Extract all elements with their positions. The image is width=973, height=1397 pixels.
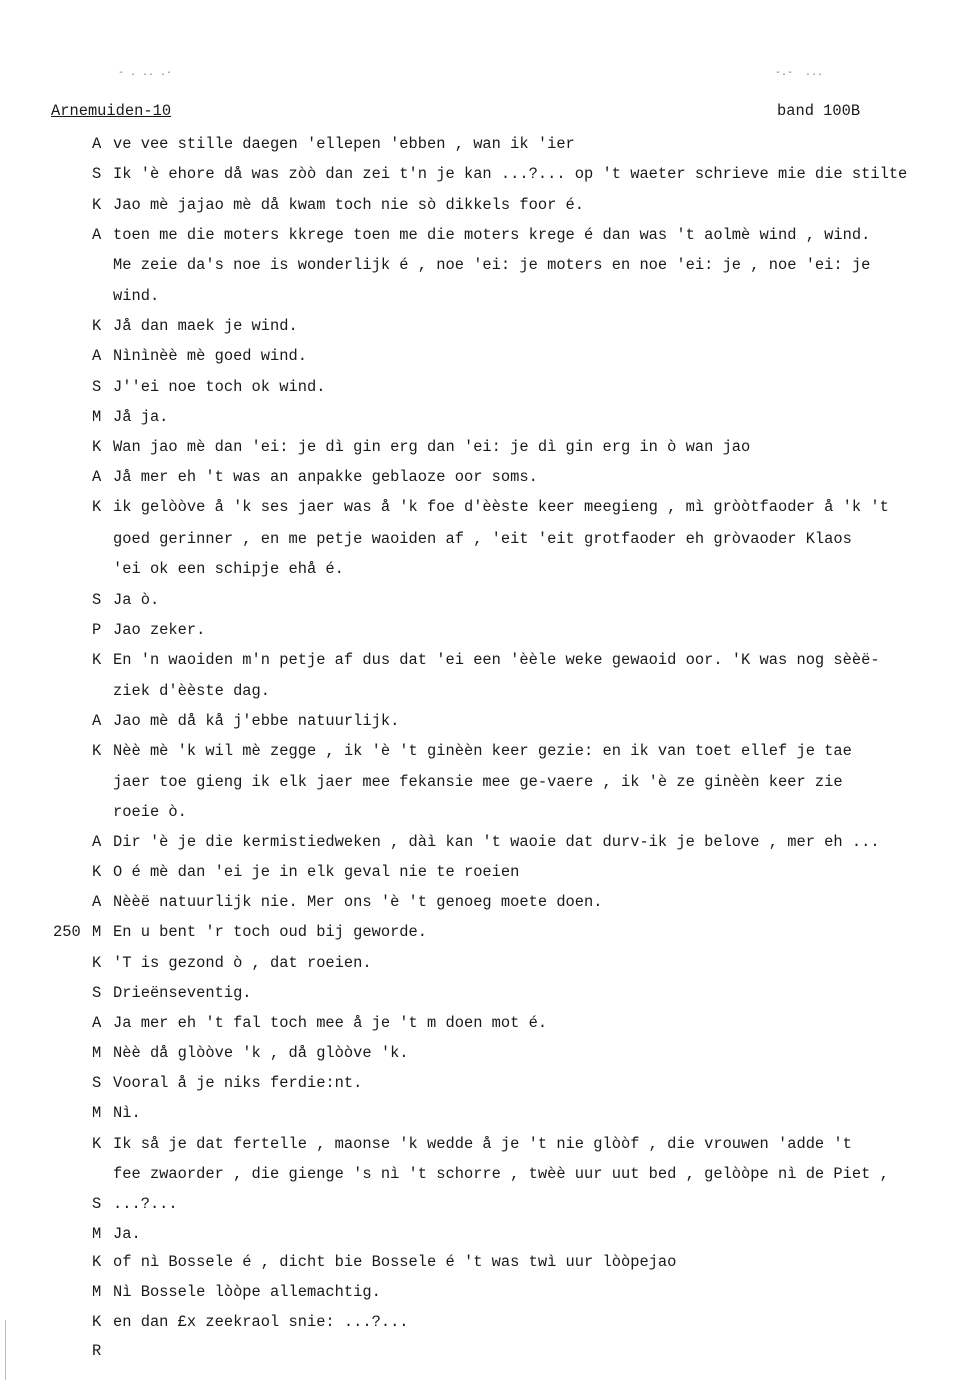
transcript-line: [0, 771, 973, 793]
utterance-text: J''ei noe toch ok wind.: [113, 378, 326, 396]
speaker-label: S: [92, 984, 102, 1002]
speaker-label: K: [92, 438, 102, 456]
utterance-text: Nì Bossele lòòpe allemachtig.: [113, 1283, 381, 1301]
speaker-label: A: [92, 712, 102, 730]
utterance-text: ...?...: [113, 1195, 178, 1213]
speaker-label: P: [92, 621, 102, 639]
transcript-line: [0, 133, 973, 155]
transcript-line: [0, 466, 973, 488]
utterance-text: Ja ò.: [113, 591, 160, 609]
speaker-label: S: [92, 1074, 102, 1092]
utterance-text: Ik 'è ehore då was zòò dan zei t'n je kan ...?... op 't waeter schrieve mie die stilte: [113, 165, 908, 183]
transcript-line: [0, 1311, 973, 1333]
transcript-line: [0, 254, 973, 276]
utterance-text: of nì Bossele é , dicht bie Bossele é 't was twì uur lòòpejao: [113, 1253, 677, 1271]
utterance-text: Ja mer eh 't fal toch mee å je 't m doen mot é.: [113, 1014, 548, 1032]
utterance-text: Jå dan maek je wind.: [113, 317, 298, 335]
transcript-line: [0, 315, 973, 337]
transcript-line: [0, 1251, 973, 1273]
transcript-line: [0, 528, 973, 550]
speaker-label: K: [92, 1253, 102, 1271]
utterance-continuation: roeie ò.: [113, 803, 187, 821]
speaker-label: A: [92, 226, 102, 244]
utterance-text: Jao mè då kå j'ebbe natuurlijk.: [113, 712, 400, 730]
transcript-line: [0, 649, 973, 671]
speaker-label: S: [92, 165, 102, 183]
utterance-text: Drieënseventig.: [113, 984, 252, 1002]
speaker-label: S: [92, 378, 102, 396]
utterance-text: Nèè då glòòve 'k , då glòòve 'k.: [113, 1044, 409, 1062]
transcript-line: [0, 1340, 973, 1362]
speaker-label: K: [92, 317, 102, 335]
transcript-line: [0, 801, 973, 823]
utterance-text: en dan £x zeekraol snie: ...?...: [113, 1313, 409, 1331]
speaker-label: A: [92, 893, 102, 911]
speaker-label: A: [92, 468, 102, 486]
utterance-text: 'T is gezond ò , dat roeien.: [113, 954, 372, 972]
transcript-line: [0, 1163, 973, 1185]
transcript-line: [0, 710, 973, 732]
transcript-line: [0, 589, 973, 611]
speaker-label: A: [92, 347, 102, 365]
utterance-text: Nèèë natuurlijk nie. Mer ons 'è 't genoeg moete doen.: [113, 893, 603, 911]
transcript-line: [0, 436, 973, 458]
transcript-line: [0, 285, 973, 307]
transcript-line: [0, 1072, 973, 1094]
transcript-line: [0, 831, 973, 853]
speaker-label: A: [92, 135, 102, 153]
transcript-line: [0, 558, 973, 580]
transcript-line: [0, 680, 973, 702]
utterance-text: Nì.: [113, 1104, 141, 1122]
utterance-text: Nìnìnèè mè goed wind.: [113, 347, 307, 365]
utterance-text: En 'n waoiden m'n petje af dus dat 'ei een 'èèle weke gewaoid oor. 'K was nog sèèë-: [113, 651, 880, 669]
utterance-text: En u bent 'r toch oud bij geworde.: [113, 923, 428, 941]
utterance-continuation: 'ei ok een schipje ehå é.: [113, 560, 344, 578]
line-number: 250: [53, 923, 81, 941]
transcript-line: [0, 1012, 973, 1034]
speaker-label: K: [92, 863, 102, 881]
transcript-line: [0, 1193, 973, 1215]
transcript-line: [0, 891, 973, 913]
transcript-line: [0, 345, 973, 367]
transcript-line: [0, 921, 973, 943]
utterance-text: ve vee stille daegen 'ellepen 'ebben , wan ik 'ier: [113, 135, 575, 153]
utterance-text: ik gelòòve å 'k ses jaer was å 'k foe d'èèste keer meegieng , mì gròòtfaoder å 'k 't: [113, 498, 889, 516]
speaker-label: K: [92, 1135, 102, 1153]
transcript-line: [0, 376, 973, 398]
speaker-label: K: [92, 954, 102, 972]
transcript-line: [0, 1102, 973, 1124]
speaker-label: K: [92, 742, 102, 760]
utterance-text: toen me die moters kkrege toen me die moters krege é dan was 't aolmè wind , wind.: [113, 226, 871, 244]
utterance-continuation: jaer toe gieng ik elk jaer mee fekansie mee ge-vaere , ik 'è ze ginèèn keer zie: [113, 773, 843, 791]
speaker-label: M: [92, 1104, 102, 1122]
speaker-label: M: [92, 923, 102, 941]
utterance-text: Ja.: [113, 1225, 141, 1243]
transcript-line: [0, 224, 973, 246]
transcript-line: [0, 194, 973, 216]
speaker-label: S: [92, 1195, 102, 1213]
speaker-label: A: [92, 1014, 102, 1032]
transcript-line: [0, 952, 973, 974]
utterance-text: O é mè dan 'ei je in elk geval nie te roeien: [113, 863, 520, 881]
speaker-label: M: [92, 1283, 102, 1301]
speaker-label: A: [92, 833, 102, 851]
transcript-line: [0, 1223, 973, 1245]
utterance-text: Jå ja.: [113, 408, 169, 426]
speaker-label: K: [92, 498, 102, 516]
speaker-label: K: [92, 1313, 102, 1331]
utterance-text: Dir 'è je die kermistiedweken , dàì kan 't waoie dat durv-ik je belove , mer eh ...: [113, 833, 880, 851]
transcript-line: [0, 1042, 973, 1064]
utterance-continuation: fee zwaorder , die gienge 's nì 't schorre , twèè uur uut bed , gelòòpe nì de Piet ,: [113, 1165, 889, 1183]
transcript-line: [0, 740, 973, 762]
utterance-continuation: Me zeie da's noe is wonderlijk é , noe 'ei: je moters en noe 'ei: je , noe 'ei: je: [113, 256, 871, 274]
utterance-text: Jao zeker.: [113, 621, 206, 639]
utterance-text: Wan jao mè dan 'ei: je dì gin erg dan 'ei: je dì gin erg in ò wan jao: [113, 438, 751, 456]
transcript-line: [0, 861, 973, 883]
speaker-label: K: [92, 196, 102, 214]
utterance-text: Ik så je dat fertelle , maonse 'k wedde å je 't nie glòòf , die vrouwen 'adde 't: [113, 1135, 852, 1153]
transcript-line: [0, 163, 973, 185]
speaker-label: S: [92, 591, 102, 609]
utterance-text: Vooral å je niks ferdie:nt.: [113, 1074, 363, 1092]
header-marks-right: -.- ...: [775, 68, 824, 79]
utterance-continuation: goed gerinner , en me petje waoiden af , 'eit 'eit grotfaoder eh gròvaoder Klaos: [113, 530, 852, 548]
speaker-label: K: [92, 651, 102, 669]
transcript-line: [0, 496, 973, 518]
speaker-label: M: [92, 1225, 102, 1243]
utterance-text: Nèè mè 'k wil mè zegge , ik 'è 't ginèèn keer gezie: en ik van toet ellef je tae: [113, 742, 852, 760]
header-band: band 100B: [777, 102, 861, 120]
speaker-label: M: [92, 408, 102, 426]
speaker-label: R: [92, 1342, 102, 1360]
speaker-label: M: [92, 1044, 102, 1062]
transcript-line: [0, 982, 973, 1004]
transcript-line: [0, 1281, 973, 1303]
utterance-text: Jao mè jajao mè då kwam toch nie sò dikkels foor é.: [113, 196, 585, 214]
margin-ticks: [5, 1320, 8, 1380]
header-place: Arnemuiden-10: [51, 102, 172, 120]
transcript-line: [0, 1133, 973, 1155]
utterance-continuation: ziek d'èèste dag.: [113, 682, 271, 700]
transcript-line: [0, 619, 973, 641]
transcript-line: [0, 406, 973, 428]
utterance-continuation: wind.: [113, 287, 160, 305]
utterance-text: Jå mer eh 't was an anpakke geblaoze oor soms.: [113, 468, 538, 486]
header-marks-left: - . .. .·: [118, 68, 173, 79]
